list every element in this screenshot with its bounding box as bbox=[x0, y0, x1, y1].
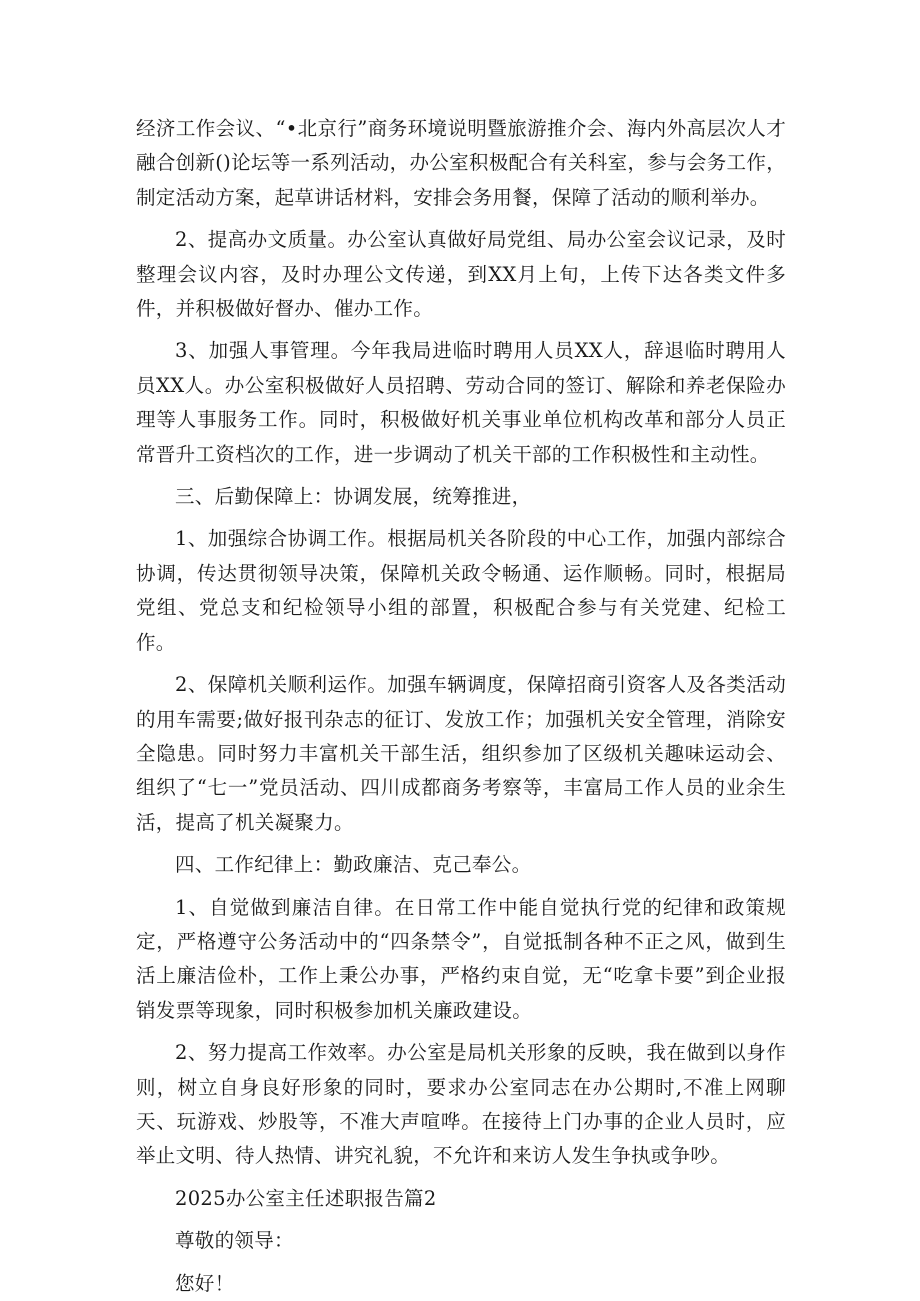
paragraph: 1、自觉做到廉洁自律。在日常工作中能自觉执行党的纪律和政策规定，严格遵守公务活动中的“四条禁令”，自觉抵制各种不正之风，做到生活上廉洁俭朴，工作上秉公办事，严格约束自觉，无“吃拿卡要”到企业报销发票等现象，同时积极参加机关廉政建设。 bbox=[136, 895, 786, 1022]
paragraph: 经济工作会议、“•北京行”商务环境说明暨旅游推介会、海内外高层次人才融合创新()论坛等一系列活动，办公室积极配合有关科室，参与会务工作，制定活动方案，起草讲话材料，安排会务用餐，保障了活动的顺利举办。 bbox=[136, 117, 786, 209]
paragraph: 2、努力提高工作效率。办公室是局机关形象的反映，我在做到以身作则，树立自身良好形象的同时，要求办公室同志在办公期时,不准上网聊天、玩游戏、炒股等，不准大声喧哗。在接待上门办事的企业人员时，应举止文明、待人热情、讲究礼貌，不允许和来访人发生争执或争吵。 bbox=[136, 1041, 786, 1168]
salutation: 尊敬的领导： bbox=[175, 1229, 294, 1253]
paragraph: 1、加强综合协调工作。根据局机关各阶段的中心工作，加强内部综合协调，传达贯彻领导决策，保障机关政令畅通、运作顺畅。同时，根据局党组、党总支和纪检领导小组的部置，积极配合参与有关党建、纪检工作。 bbox=[136, 527, 786, 654]
report-title: 2025办公室主任述职报告篇2 bbox=[175, 1186, 437, 1210]
paragraph: 3、加强人事管理。今年我局进临时聘用人员XX人，辞退临时聘用人员XX人。办公室积极做好人员招聘、劳动合同的签订、解除和养老保险办理等人事服务工作。同时，积极做好机关事业单位机构改革和部分人员正常晋升工资档次的工作，进一步调动了机关干部的工作积极性和主动性。 bbox=[136, 339, 786, 466]
greeting: 您好！ bbox=[175, 1271, 235, 1295]
paragraph: 2、提高办文质量。办公室认真做好局党组、局办公室会议记录，及时整理会议内容，及时办理公文传递，到XX月上旬，上传下达各类文件多件，并积极做好督办、催办工作。 bbox=[136, 228, 786, 321]
paragraph: 2、保障机关顺利运作。加强车辆调度，保障招商引资客人及各类活动的用车需要;做好报刊杂志的征订、发放工作；加强机关安全管理，消除安全隐患。同时努力丰富机关干部生活，组织参加了区级机关趣味运动会、组织了“七一”党员活动、四川成都商务考察等，丰富局工作人员的业余生活，提高了机关凝聚力。 bbox=[136, 673, 786, 834]
section-heading: 四、工作纪律上：勤政廉洁、克己奉公。 bbox=[175, 853, 532, 877]
document-body bbox=[136, 112, 786, 1301]
section-heading: 三、后勤保障上：协调发展，统筹推进， bbox=[175, 485, 532, 509]
